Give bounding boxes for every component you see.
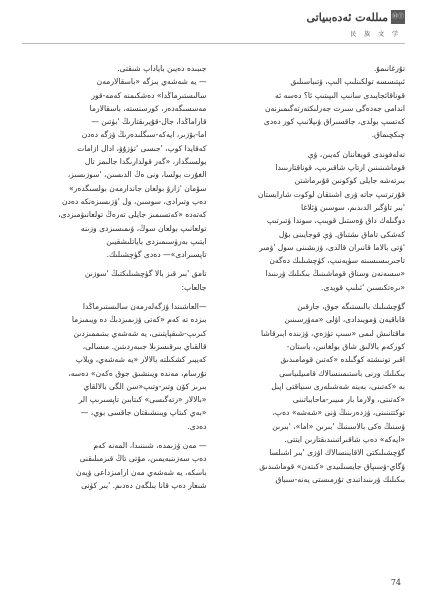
paragraph: جىبىدە دەيىن باياداپ شىقتى. — يە شەشەي بىزگە «باسقالارمەن سالىستىرماڭدا» دەشكىمنە كەمە-قور مەسسىگەدەر، كورسنستە، باسقالارما قاراماڭدا، جال-قۇيرىقتارىڭ 'بۈتىن — اما-بۆزىر، ايەكە-سىگلىدەرىڭ ۋزگە دەدن كەقايدا كوپ، 'جىسى 'تۈزۇۋ، ادال ازامات بولسىگدار، «گەر قولدارىگدا جالىمز تال الغۇرت بولسا، ونى ەڭ الدىسىن، 'سوزىسىز، سۆمان 'زارۋ بولعان جاندارمەن بولسىگدەر» دەپ وتىرادى، سوسىن، ول 'ۋزىسىزەنكە دەدن كەتەدە «كەتسىمىز جايلى تەرەڭ تولعانىۋمىزدى، تولعانىپ بولعان سوڭ، ۋىمىسىزدى وزىنە ايتىپ بەرۈسىمىزدى باياتلىشقيىن تاپسىرادى»— دەدى گۈچشىلىك.: [58, 64, 207, 260]
header-divider: [22, 43, 405, 44]
page-number: 74: [390, 578, 401, 587]
journal-subtitle: 民 族 文 学: [350, 31, 401, 38]
paragraph: تۇرغانىمۇ. ئىپتىسسە تولكىنلىپ الىپ، ۋتىباسىلىق قوناقائجايىدى سانىپ الىپىتىپ ئا؟ دەسە ئە اندامى جەدەگى سىرت جەرلىكتەرتەگىمىزنەن كەتسپ بولدى، جاقسىراق ۋىيلانىپ كور دەدى چىكچىماق.: [263, 64, 405, 140]
paragraph: —العاشىندا ۋزگەلەرمەن سالىستىرماڭدا بىزدە تە كەم «كەتى ۋزىمىزدىڭ دە ويىمىزما كىرىپ-شىقپايتىنى، يە شەشەي بىتىممىزدىن قالقىاي بىرقىسزىلا جىبەردىتىن. مىسالى، كەيبىر كشكىلتە بالالار «يە شەشەي، ويلاپ تۇرسام، مەندە ويىنشىق جوق ەكەن» دەسە، بىرىز كۆن وتىر-وتىپ«سن الگى بالالقاي «بالالار «رتەگىسى» كىتابىن تاپسىرىپ الر «بەي كىتاپ ويىنشىقتان جاقسى بوي، — دەدى.: [68, 302, 207, 431]
paragraph: تامق 'بىر قىز بالا گۈچشىلىكتىڭ 'سوزىن جالعاپ:: [84, 269, 207, 292]
right-column: [221, 62, 406, 573]
page-header: [0, 8, 427, 52]
article-body: [22, 62, 405, 573]
left-column: [22, 62, 207, 573]
masthead: [307, 10, 405, 24]
journal-logo-icon: ⓂⓉ: [391, 10, 405, 24]
journal-title: مىللەت ئەدەبىياتى: [306, 10, 388, 24]
paragraph: گۇچشىلىك بالىستىگە جوق، جارقىن قاباقيەن ۋمويىدادى، اۋلى «مەۋرسىنىن ماقتانىش لىمى «سىپ تۈزەي، ۋزىندە ابىرقاشا كوركەم بالالىق شاق بولغانىن، باستان- اقىر تونىشتە كوگىلدە «كەتىن قومامىدىق بىكىلىك ورنى باستىمىنسالاك قامىيلىباسى بە «كەتىنى، بەينە شەشىلەرى سىياقتى اپىل «كەتىنى، ولارما بار مىيىر-ماحابباتىنى توكتتىنىنى، ۋزدەرىنىڭ ۋنى «شەشە» دەپ، ۋسنىڭ ەكى بالاسىنىڭ 'بىرىن «اما»، 'بىرىن «ايەكە» دەپ شاقىراتىنىدىقتارىن ايتتى. گۇچشىلىكتى الاقايىنسالاك اۋزى 'بىر اشىلسا ۋگاي-ۋسىپاق جايسىلىيدى «كىتەن» قوماشىدىق بىكىلىك ۋرىنىداتىدى تۇرمىستى يەنە-سىباق: [259, 302, 405, 484]
paragraph: — مەن ۋزىمدە، شىننىدا، المەنە كەم دەپ سەزىنبەيمىن، مۆتى تاڭ قىزمىلىقنى باسكە، يە شەشەي مەن ارامىزداعى ۋيەن شىعار دەپ قانا بىلگەن دەدىم. 'بىر كۈنى: [75, 441, 207, 490]
paragraph: تەلەفوندى قويغاننان كەيىن، ۋې قوماشىنىنىن ارتاپ شاقىرىپ، قوناقتارىىىدا بىرتەشە جايلى كوكونىن قۇىرماشتن قۇرترتىپ جاتە ۋرى اشىتقان لوكوت شارابستان 'بىر تاۋگىر الدىدىم، سوسىن ۋئلاغا دوگىلەك داق ۋەستىل قويىپ، سوندا ۋتىرتىپ كەشكى تاماق ىشتىاق. ۋې قوجايىنى بۇل 'ۋتى بالاما قانىران قالدى، ۋزىشىنى سول 'ۋمىر تاجىربىسىسىنە سۈيەنىپ، كۈچشىلىك دەگەن «سسەنەن وسناق قوماشىنىڭ بىكىلىك ۋرىنىدا «ىرەتكىسىن 'ئىلىپ قويدى.: [257, 149, 405, 292]
